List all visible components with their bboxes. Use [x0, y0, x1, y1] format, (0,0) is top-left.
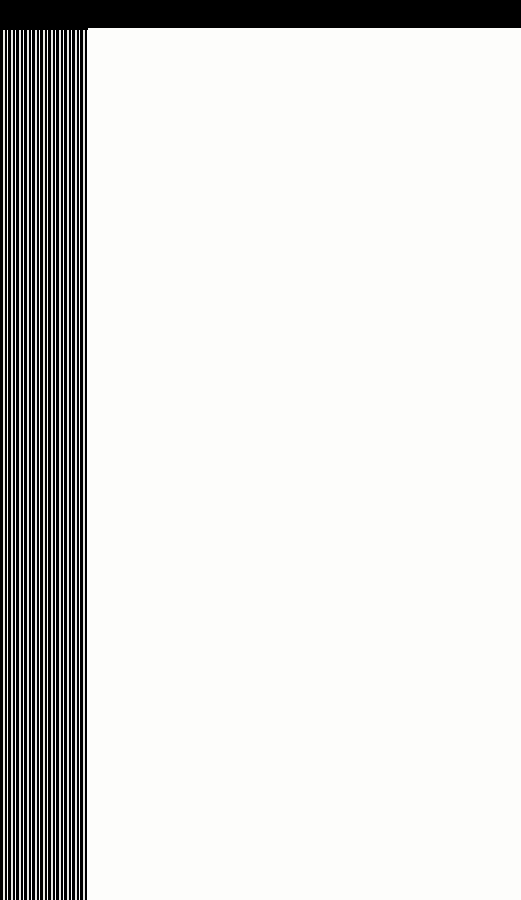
book-page — [88, 28, 521, 900]
page-edges — [0, 30, 100, 900]
